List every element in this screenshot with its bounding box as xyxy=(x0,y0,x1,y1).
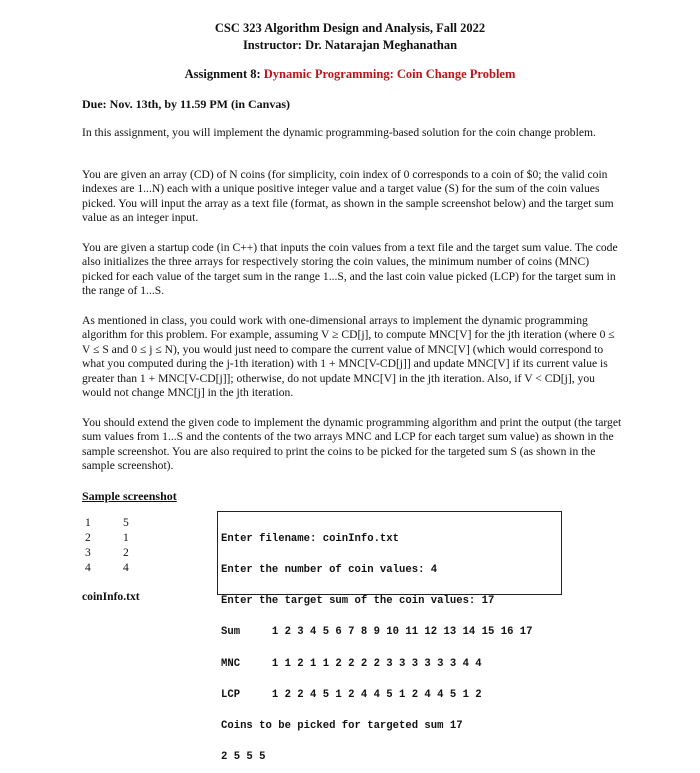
coin-row xyxy=(85,545,129,560)
paragraph-requirements: You should extend the given code to implement the dynamic programming algorithm and print the output (the target sum values from 1...S and the contents of the two arrays MNC and LCP for each target sum value) as shown in the sample screenshot. You are also required to print the coins to be picked for the targeted sum S (as shown in the sample screenshot). xyxy=(82,416,622,473)
due-date: Due: Nov. 13th, by 11.59 PM (in Canvas) xyxy=(82,97,291,111)
assignment-prefix: Assignment 8: xyxy=(184,67,264,81)
console-line: MNC 1 1 2 1 1 2 2 2 2 3 3 3 3 3 3 4 4 xyxy=(221,657,482,670)
coin-index: 1 xyxy=(85,516,91,529)
console-line: Enter the number of coin values: 4 xyxy=(221,564,438,577)
coin-row xyxy=(85,560,129,575)
course-title: CSC 323 Algorithm Design and Analysis, Fall 2022 xyxy=(214,21,486,35)
coin-file-caption: coinInfo.txt xyxy=(82,590,140,603)
console-line: LCP 1 2 2 4 5 1 2 4 4 5 1 2 4 4 5 1 2 xyxy=(221,688,482,701)
console-line: 2 5 5 5 xyxy=(221,751,266,764)
sample-screenshot-heading: Sample screenshot xyxy=(82,489,177,503)
paragraph-problem: You are given an array (CD) of N coins (for simplicity, coin index of 0 corresponds to a coin of $0; the valid coin indexes are 1...N) each with a unique positive integer value and a target value (S) for the sum of the coin values picked. You will input the array as a text file (format, as shown in the sample screenshot below) and the target sum value as an integer input. xyxy=(82,168,614,225)
coin-value: 4 xyxy=(123,561,129,574)
coin-value: 1 xyxy=(123,531,129,544)
coin-value: 5 xyxy=(123,516,129,529)
assignment-topic: Dynamic Programming: Coin Change Problem xyxy=(263,67,516,81)
console-line: Coins to be picked for targeted sum 17 xyxy=(221,720,463,733)
coin-file-contents xyxy=(85,515,129,575)
coin-value: 2 xyxy=(123,546,129,559)
paragraph-startup-code: You are given a startup code (in C++) that inputs the coin values from a text file and the target sum value. The code also initializes the three arrays for respectively storing the coin values, the minimum number of coins (MNC) picked for each value of the target sum in the range 1...S, and the last coin value picked (LCP) for the target sum in the range of 1...S. xyxy=(82,241,618,298)
assignment-title xyxy=(0,67,700,82)
coin-index: 4 xyxy=(85,561,91,574)
instructor-line: Instructor: Dr. Natarajan Meghanathan xyxy=(242,38,458,52)
paragraph-intro: In this assignment, you will implement the dynamic programming-based solution for the coin change problem. xyxy=(82,126,596,139)
console-line: Sum 1 2 3 4 5 6 7 8 9 10 11 12 13 14 15 16 17 xyxy=(221,626,533,639)
console-line: Enter the target sum of the coin values: 17 xyxy=(221,595,495,608)
paragraph-algorithm: As mentioned in class, you could work with one-dimensional arrays to implement the dynamic programming algorithm for this problem. For example, assuming V ≥ CD[j], to compute MNC[V] for the jth iteration (where 0 ≤ V ≤ S and 0 ≤ j ≤ N), you would just need to compare the current value of MNC[V] (which would correspond to what you computed during the j-1th iteration) with 1 + MNC[V-CD[j]] and update MNC[V] if its current value is greater than 1 + MNC[V-CD[j]]; otherwise, do not update MNC[V] in the jth iteration. Also, if V < CD[j], you would not change MNC[j] in the jth iteration. xyxy=(82,314,615,400)
coin-row xyxy=(85,515,129,530)
console-line: Enter filename: coinInfo.txt xyxy=(221,532,400,545)
coin-index: 2 xyxy=(85,531,91,544)
coin-index: 3 xyxy=(85,546,91,559)
coin-row xyxy=(85,530,129,545)
console-output xyxy=(217,511,562,764)
